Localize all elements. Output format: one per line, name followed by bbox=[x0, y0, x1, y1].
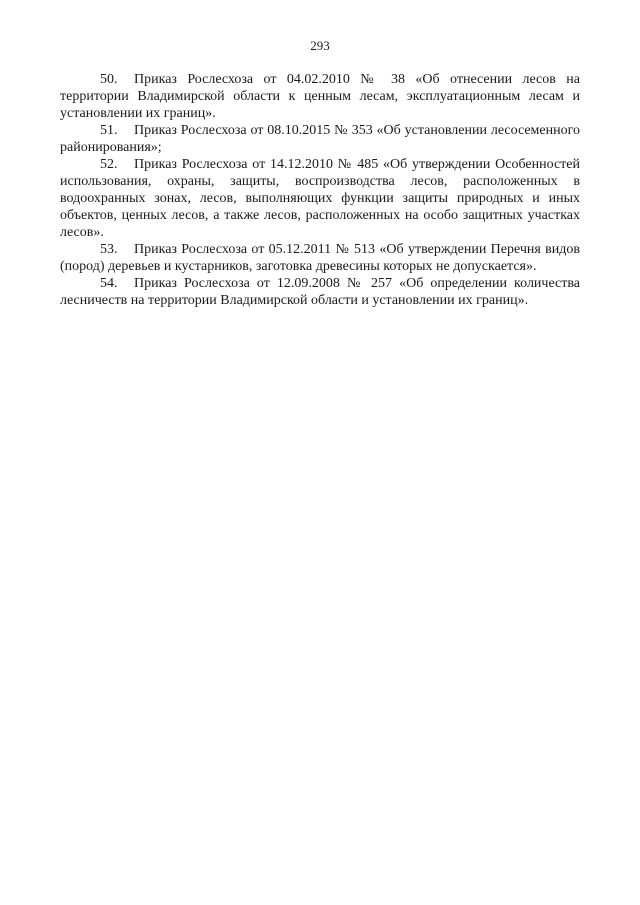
page-number: 293 bbox=[310, 38, 330, 53]
item-text: Приказ Рослесхоза от 12.09.2008 № 257 «Об определении количества лесничеств на территории Владимирской области и установлении их границ». bbox=[60, 276, 580, 308]
item-text: Приказ Рослесхоза от 04.02.2010 № 38 «Об отнесении лесов на территории Владимирской области к ценным лесам, эксплуатационным лесам и установлении их границ». bbox=[60, 72, 580, 121]
list-item-54 bbox=[60, 275, 580, 309]
list-item-50 bbox=[60, 71, 580, 122]
item-number: 54. bbox=[100, 276, 118, 291]
list-item-53 bbox=[60, 241, 580, 275]
item-number: 51. bbox=[100, 123, 118, 138]
item-text: Приказ Рослесхоза от 05.12.2011 № 513 «Об утверждении Перечня видов (пород) деревьев и кустарников, заготовка древесины которых не допускается». bbox=[60, 242, 580, 274]
item-text: Приказ Рослесхоза от 08.10.2015 № 353 «Об установлении лесосеменного районирования»; bbox=[60, 123, 580, 155]
list-item-52 bbox=[60, 156, 580, 241]
item-number: 52. bbox=[100, 157, 118, 172]
item-number: 50. bbox=[100, 72, 118, 87]
item-text: Приказ Рослесхоза от 14.12.2010 № 485 «Об утверждении Особенностей использования, охраны, защиты, воспроизводства лесов, расположенных в водоохранных зонах, лесов, выполняющих функции защиты природных и иных объектов, ценных лесов, а также лесов, расположенных на особо защитных участках лесов». bbox=[60, 157, 580, 240]
document-body bbox=[60, 71, 580, 309]
list-item-51 bbox=[60, 122, 580, 156]
item-number: 53. bbox=[100, 242, 118, 257]
